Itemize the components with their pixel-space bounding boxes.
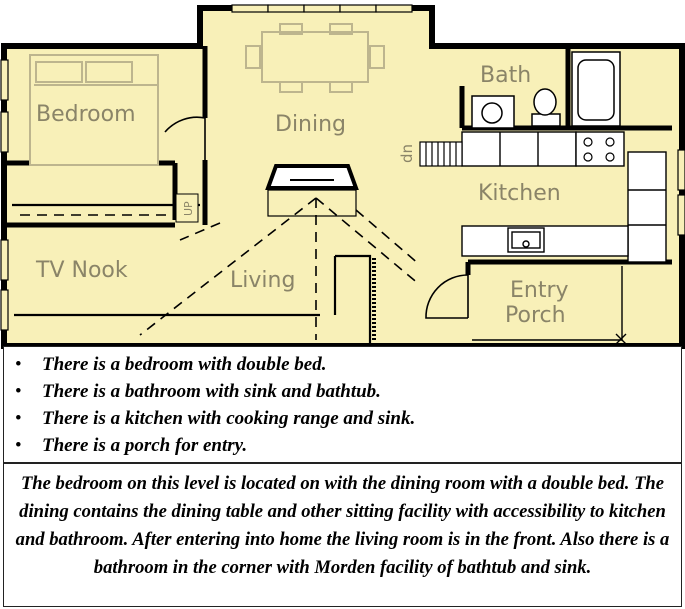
list-item	[12, 432, 681, 459]
room-label-tv-nook: TV Nook	[36, 258, 128, 283]
bullet-icon: •	[15, 435, 22, 456]
bullet-icon: •	[15, 408, 22, 429]
list-item-text: There is a bathroom with sink and bathtub.	[42, 381, 381, 402]
list-item-text: There is a bedroom with double bed.	[42, 354, 327, 375]
list-item-text: There is a porch for entry.	[42, 435, 248, 456]
list-item-text: There is a kitchen with cooking range and sink.	[42, 408, 416, 429]
stair-label-down: dn	[398, 143, 416, 163]
stairs	[420, 142, 462, 166]
feature-list	[12, 351, 681, 459]
room-label-bath: Bath	[480, 63, 532, 88]
list-item	[12, 351, 681, 378]
bath-sink	[472, 96, 514, 128]
stair-label-up: UP	[182, 201, 195, 216]
room-label-kitchen: Kitchen	[478, 181, 561, 206]
fireplace	[268, 166, 356, 216]
bullet-icon: •	[15, 381, 22, 402]
description-text: The bedroom on this level is located on with the dining room with a double bed. The dining contains the dining table and other sitting facility with accessibility to kitchen and bathroom. After entering into home the living room is in the front. Also there is a bathroom in the corner with Morden facility of bathtub and sink.	[15, 473, 670, 578]
room-label-porch: Porch	[505, 303, 566, 328]
feature-list-box	[3, 346, 682, 463]
kitchen-sink	[508, 228, 544, 252]
room-label-bedroom: Bedroom	[36, 102, 136, 127]
bathtub	[572, 52, 620, 126]
list-item	[12, 378, 681, 405]
description-box	[3, 463, 682, 607]
room-label-entry: Entry	[510, 278, 569, 303]
room-label-living: Living	[230, 268, 296, 293]
room-label-dining: Dining	[275, 112, 347, 137]
list-item	[12, 405, 681, 432]
bullet-icon: •	[15, 354, 22, 375]
